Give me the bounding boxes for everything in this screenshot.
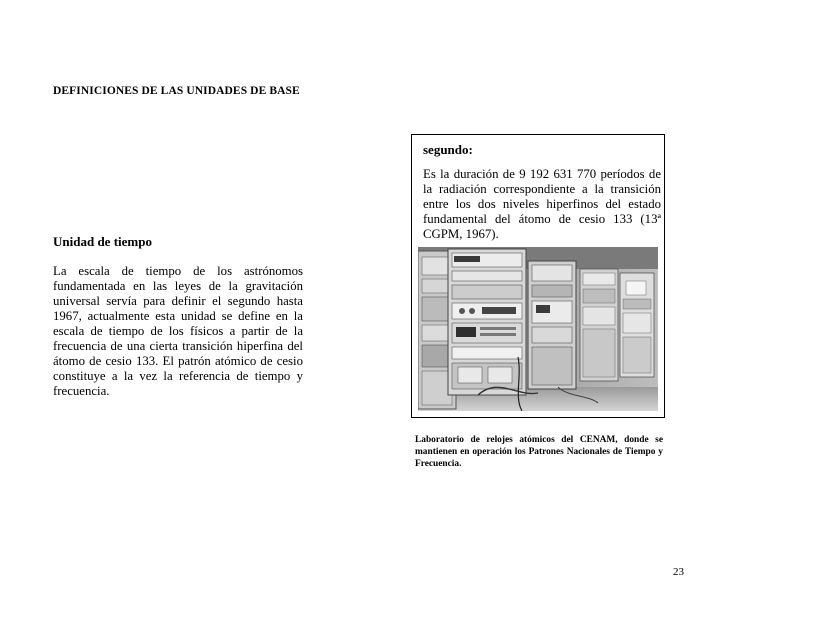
atomic-clock-lab-photo	[418, 247, 658, 411]
section-heading: DEFINICIONES DE LAS UNIDADES DE BASE	[53, 85, 300, 97]
definition-box	[411, 134, 665, 418]
photo-caption: Laboratorio de relojes atómicos del CENAM, donde se mantienen en operación los Patrones Nacionales de Tiempo y Frecuencia.	[415, 435, 663, 469]
unit-description: La escala de tiempo de los astrónomos fundamentada en las leyes de la gravitación universal servía para definir el segundo hasta 1967, actualmente esta unidad se define en la escala de tiempo de los físicos a partir de la frecuencia de una cierta transición hiperfina del átomo de cesio 133. El patrón atómico de cesio constituye a la vez la referencia de tiempo y frecuencia.	[53, 264, 303, 398]
unit-title: Unidad de tiempo	[53, 234, 152, 249]
page-number: 23	[673, 566, 684, 578]
definition-text: Es la duración de 9 192 631 770 períodos de la radiación correspondiente a la transición entre los dos niveles hiperfinos del estado fundamental del átomo de cesio 133 (13ª CGPM, 1967).	[423, 167, 661, 241]
definition-term: segundo:	[423, 142, 473, 157]
